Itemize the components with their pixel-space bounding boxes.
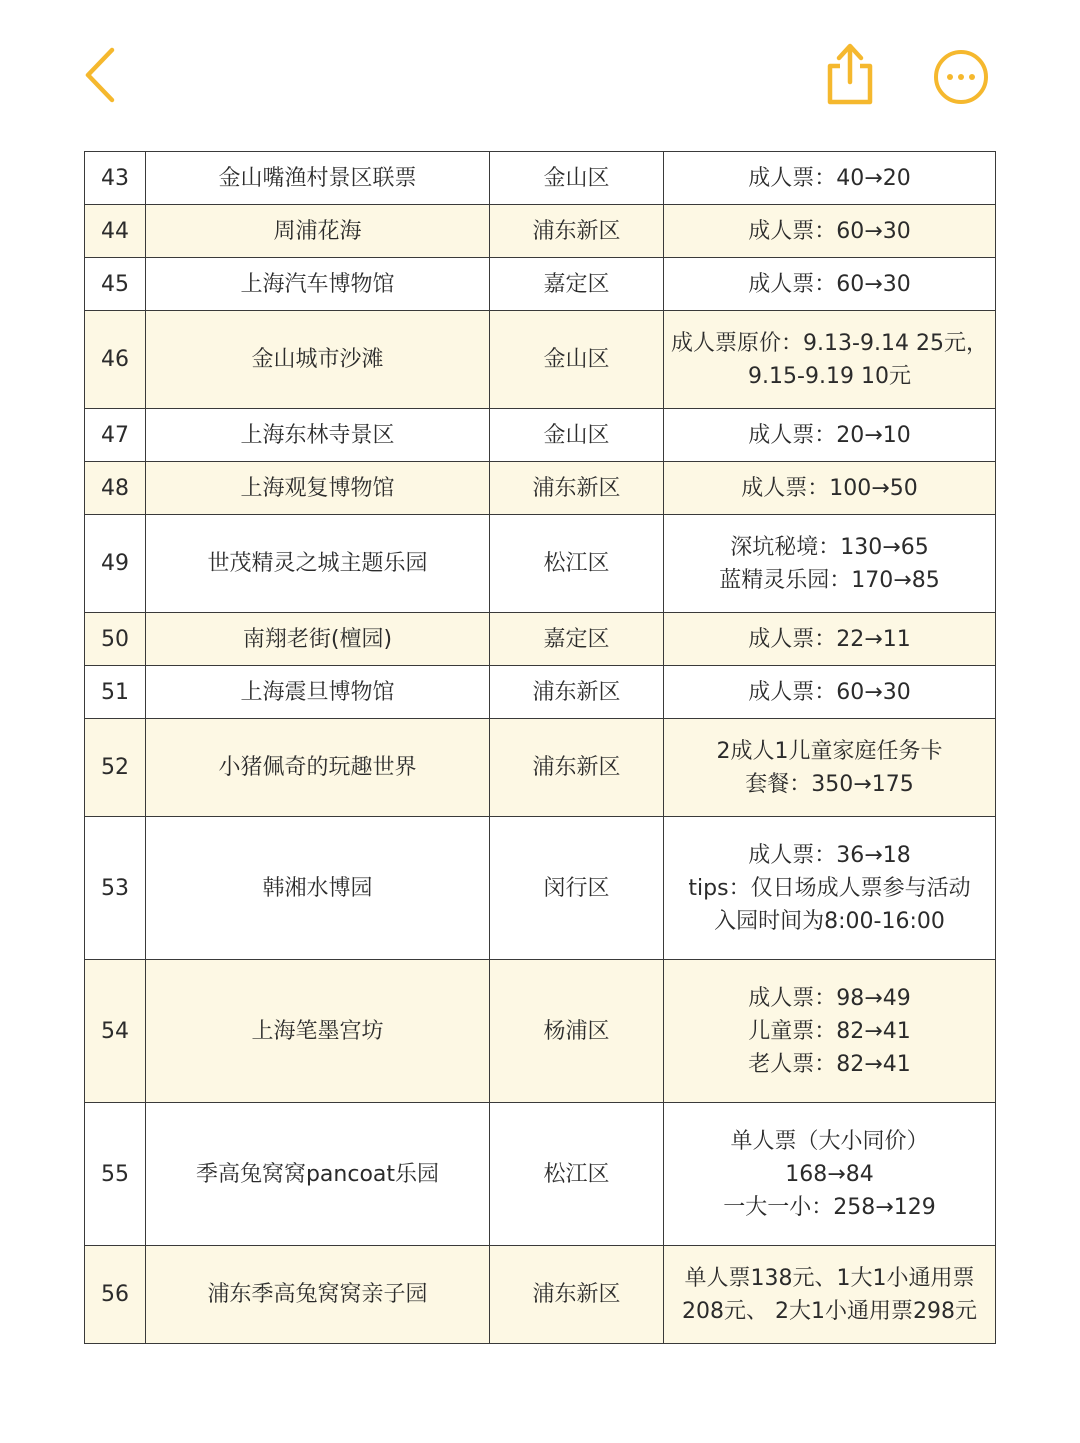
price-line: 成人票：60→30 [748, 218, 911, 244]
price-line: 成人票：60→30 [748, 271, 911, 297]
price-line: 入园时间为8:00-16:00 [714, 908, 945, 934]
row-number: 51 [85, 666, 146, 719]
table-row [85, 311, 996, 409]
row-number: 48 [85, 462, 146, 515]
price-line: tips：仅日场成人票参与活动 [688, 875, 971, 901]
table-row [85, 409, 996, 462]
ticket-price [664, 719, 996, 817]
table-row [85, 817, 996, 960]
ticket-price [664, 462, 996, 515]
price-line: 老人票：82→41 [748, 1051, 911, 1077]
ticket-price [664, 311, 996, 409]
district: 松江区 [490, 515, 664, 613]
district: 闵行区 [490, 817, 664, 960]
price-line: 208元、 2大1小通用票298元 [682, 1298, 977, 1324]
price-line: 套餐：350→175 [745, 771, 914, 797]
district: 浦东新区 [490, 462, 664, 515]
row-number: 49 [85, 515, 146, 613]
row-number: 54 [85, 960, 146, 1103]
district: 嘉定区 [490, 258, 664, 311]
ticket-price [664, 409, 996, 462]
attraction-name: 上海汽车博物馆 [146, 258, 490, 311]
top-nav-bar [0, 0, 1080, 150]
table-row [85, 258, 996, 311]
attraction-name: 上海笔墨宫坊 [146, 960, 490, 1103]
attraction-name: 金山嘴渔村景区联票 [146, 152, 490, 205]
ticket-price [664, 613, 996, 666]
price-line: 成人票：22→11 [748, 626, 911, 652]
row-number: 46 [85, 311, 146, 409]
ticket-price [664, 1246, 996, 1344]
price-line: 儿童票：82→41 [748, 1018, 911, 1044]
attraction-name: 上海震旦博物馆 [146, 666, 490, 719]
ticket-price [664, 817, 996, 960]
table-row [85, 960, 996, 1103]
row-number: 55 [85, 1103, 146, 1246]
district: 杨浦区 [490, 960, 664, 1103]
attractions-table [84, 151, 996, 1344]
price-line: 成人票：98→49 [748, 985, 911, 1011]
price-line: 成人票：20→10 [748, 422, 911, 448]
district: 浦东新区 [490, 719, 664, 817]
attraction-name: 世茂精灵之城主题乐园 [146, 515, 490, 613]
row-number: 52 [85, 719, 146, 817]
price-line: 成人票原价：9.13-9.14 25元， [671, 330, 988, 356]
district: 嘉定区 [490, 613, 664, 666]
attraction-name: 上海东林寺景区 [146, 409, 490, 462]
price-line: 单人票（大小同价） [730, 1128, 929, 1154]
price-line: 成人票：40→20 [748, 165, 911, 191]
ticket-price [664, 205, 996, 258]
more-dots-icon[interactable] [932, 48, 990, 106]
row-number: 56 [85, 1246, 146, 1344]
attraction-name: 上海观复博物馆 [146, 462, 490, 515]
ticket-price [664, 515, 996, 613]
row-number: 45 [85, 258, 146, 311]
attraction-name: 浦东季高兔窝窝亲子园 [146, 1246, 490, 1344]
table-row [85, 719, 996, 817]
price-line: 蓝精灵乐园：170→85 [719, 567, 940, 593]
table-row [85, 152, 996, 205]
ticket-price [664, 960, 996, 1103]
share-icon[interactable] [822, 40, 878, 108]
price-line: 一大一小：258→129 [723, 1194, 936, 1220]
district: 松江区 [490, 1103, 664, 1246]
price-line: 成人票：60→30 [748, 679, 911, 705]
table-row [85, 666, 996, 719]
row-number: 43 [85, 152, 146, 205]
price-line: 168→84 [785, 1161, 874, 1187]
ticket-price [664, 152, 996, 205]
district: 金山区 [490, 311, 664, 409]
district: 金山区 [490, 152, 664, 205]
row-number: 44 [85, 205, 146, 258]
price-line: 2成人1儿童家庭任务卡 [716, 738, 943, 764]
ticket-price [664, 258, 996, 311]
row-number: 53 [85, 817, 146, 960]
district: 金山区 [490, 409, 664, 462]
table-row [85, 1103, 996, 1246]
attraction-name: 韩湘水博园 [146, 817, 490, 960]
district: 浦东新区 [490, 1246, 664, 1344]
attraction-name: 周浦花海 [146, 205, 490, 258]
ticket-price [664, 666, 996, 719]
price-line: 成人票：36→18 [748, 842, 911, 868]
attraction-name: 南翔老街(檀园) [146, 613, 490, 666]
table-row [85, 515, 996, 613]
row-number: 50 [85, 613, 146, 666]
table-row [85, 613, 996, 666]
ticket-price [664, 1103, 996, 1246]
district: 浦东新区 [490, 205, 664, 258]
attraction-name: 小猪佩奇的玩趣世界 [146, 719, 490, 817]
price-line: 单人票138元、1大1小通用票 [684, 1265, 975, 1291]
table-row [85, 1246, 996, 1344]
table-row [85, 205, 996, 258]
price-line: 深坑秘境：130→65 [730, 534, 929, 560]
district: 浦东新区 [490, 666, 664, 719]
table-row [85, 462, 996, 515]
price-line: 9.15-9.19 10元 [748, 363, 911, 389]
price-line: 成人票：100→50 [741, 475, 918, 501]
attraction-name: 季高兔窝窝pancoat乐园 [146, 1103, 490, 1246]
chevron-left-icon[interactable] [80, 46, 120, 104]
attraction-name: 金山城市沙滩 [146, 311, 490, 409]
row-number: 47 [85, 409, 146, 462]
